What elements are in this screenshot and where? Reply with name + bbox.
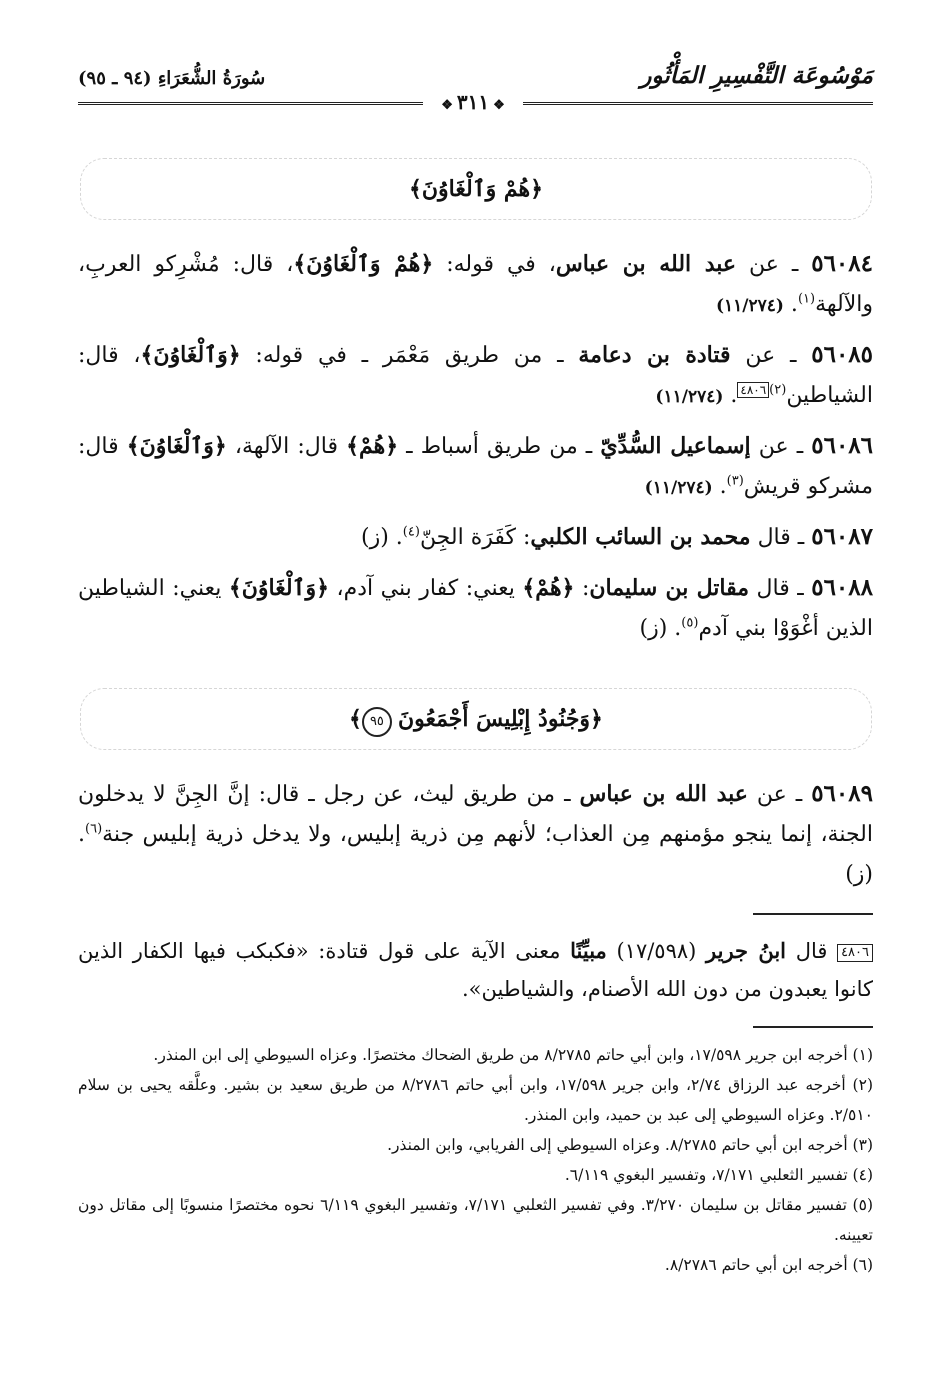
entry-text: ـ قال — [750, 525, 812, 550]
quran-quote: ﴿وَٱلْغَاوُنَ﴾ — [228, 575, 329, 601]
page-number — [423, 90, 523, 114]
commentator-name: ابنُ جرير — [706, 938, 787, 963]
entry-text: ـ من طريق أسباط ـ — [398, 434, 601, 459]
narrator-name: عبد الله بن عباس — [555, 251, 737, 277]
ayah-number-icon: ٩٥ — [362, 707, 392, 737]
surah-title: سُورَةُ الشُّعَرَاءِ (٩٤ ـ ٩٥) — [78, 68, 266, 89]
ayah-text: ﴿وَجُنُودُ إِبْلِيسَ أَجْمَعُونَ — [397, 706, 603, 732]
footnote-2: (٢) أخرجه عبد الرزاق ٢/٧٤، وابن جرير ١٧/٥٩٨، وابن أبي حاتم ٨/٢٧٨٦ من طريق سعيد بن بشير. وعلَّقه يحيى بن سلام ٢/٥١٠. وعزاه السيوطي إلى عبد بن حميد، وابن المنذر. — [78, 1076, 873, 1124]
rule-right — [523, 102, 873, 105]
source-ref: (١١/٢٧٤) — [655, 387, 724, 407]
narrator-name: عبد الله بن عباس — [579, 781, 748, 807]
source-ref: (١١/٢٧٤) — [715, 296, 784, 316]
quran-quote: ﴿هُمْ وَٱلْغَاوُنَ﴾ — [293, 251, 434, 277]
entry-56088 — [78, 568, 873, 649]
commentary-text: معنى الآية على قول قتادة: «فكبكب فيها الكفار الذين كانوا يعبدون من دون الله الأصنام، والشياطين». — [78, 939, 873, 1001]
entry-text: : — [574, 576, 590, 601]
entry-text: . — [712, 474, 727, 499]
entry-number: ٥٦٠٨٩ — [811, 780, 873, 807]
entry-text: ـ عن — [730, 343, 812, 368]
entry-text: ـ عن — [750, 434, 812, 459]
narrator-name: مقاتل بن سليمان — [589, 575, 749, 601]
footnote-marker: (٣) — [726, 473, 744, 489]
ayah-banner-94 — [80, 158, 872, 220]
entry-number: ٥٦٠٨٤ — [811, 250, 873, 277]
entry-text: ، في قوله: — [433, 252, 556, 277]
entry-text: . (ز) — [361, 525, 403, 550]
entry-text: ، قال: مُشْرِكو العربِ، والآلهة — [78, 252, 873, 317]
entry-text: . (ز) — [639, 616, 682, 641]
commentary-text: (١٧/٥٩٨) — [606, 939, 707, 963]
entry-text: . — [783, 292, 798, 317]
footnote-5: (٥) تفسير مقاتل بن سليمان ٣/٢٧٠. وفي تفسير الثعلبي ٧/١٧١، وتفسير البغوي ٦/١١٩ نحوه مختصرًا منسوبًا إلى مقاتل دون تعيينه. — [78, 1196, 873, 1244]
quran-quote: ﴿وَٱلْغَاوُنَ﴾ — [140, 342, 241, 368]
entry-text: ـ عن — [736, 252, 812, 277]
ayah-banner-95 — [80, 688, 872, 750]
page-header — [78, 62, 873, 114]
footnote-6: (٦) أخرجه ابن أبي حاتم ٨/٢٧٨٦. — [664, 1256, 873, 1274]
narrator-name: إسماعيل السُّدِّيّ — [600, 433, 751, 459]
commentary-ref-box[interactable]: ٤٨٠٦ — [737, 382, 769, 398]
book-title: مَوْسُوعَة التَّفْسِيرِ المَأْثُور — [640, 62, 873, 89]
entry-number: ٥٦٠٨٥ — [811, 341, 874, 368]
entry-56087 — [78, 517, 873, 558]
entry-text: قال: مشركو قريش — [78, 434, 873, 499]
commentary-number-box: ٤٨٠٦ — [837, 944, 873, 962]
rule-left — [78, 102, 423, 105]
footnote-4: (٤) تفسير الثعلبي ٧/١٧١، وتفسير البغوي ٦/١١٩. — [564, 1166, 873, 1184]
entry-text: ـ من طريق ليث، عن رجل ـ قال: إنَّ الجِنَّ لا يدخلون الجنة، إنما ينجو مؤمنهم مِن العذاب؛ لأنهم مِن ذرية إبليس، ولا يدخل ذرية إبليس جنة — [78, 782, 873, 847]
commentary-text: قال — [786, 939, 838, 963]
commentary-label: مبيِّنًا — [570, 938, 607, 963]
ayah-close: ﴾ — [349, 706, 362, 732]
entry-text: : كَفَرَة الجِنّ — [419, 525, 531, 550]
entry-text: قال: الآلهة، — [226, 434, 347, 459]
entry-56089 — [78, 774, 873, 895]
footnote-3: (٣) أخرجه ابن أبي حاتم ٨/٢٧٨٥. وعزاه السيوطي إلى الفريابي، وابن المنذر. — [387, 1136, 873, 1154]
entry-56084 — [78, 244, 873, 326]
entry-number: ٥٦٠٨٨ — [811, 574, 873, 601]
footnote-marker: (٢) — [769, 382, 787, 398]
source-ref: (١١/٢٧٤) — [644, 478, 713, 498]
commentary-separator — [753, 913, 873, 915]
entry-text: . — [723, 383, 738, 408]
entry-text: ، قال: الشياطين — [78, 343, 873, 408]
ornament-icon: ❖ — [493, 98, 505, 113]
header-rule — [78, 90, 873, 114]
entry-text: يعني: كفار بني آدم، — [328, 576, 523, 601]
entry-56086 — [78, 426, 873, 508]
footnote-marker: (٤) — [402, 524, 420, 540]
narrator-name: قتادة بن دعامة — [578, 342, 731, 368]
entry-text: ـ عن — [747, 782, 812, 807]
narrator-name: محمد بن السائب الكلبي — [530, 524, 751, 550]
entry-text: ـ من طريق مَعْمَر ـ في قوله: — [240, 343, 579, 368]
quran-quote: ﴿هُمْ﴾ — [522, 575, 575, 601]
entry-56085 — [78, 335, 873, 417]
footnote-marker: (٦) — [85, 821, 103, 837]
footnote-marker: (١) — [797, 291, 816, 307]
footnotes — [78, 1040, 873, 1280]
footnote-marker: (٥) — [681, 615, 699, 631]
entry-number: ٥٦٠٨٧ — [811, 523, 873, 550]
entry-text: ـ قال — [748, 576, 812, 601]
footnote-1: (١) أخرجه ابن جرير ١٧/٥٩٨، وابن أبي حاتم ٨/٢٧٨٥ من طريق الضحاك مختصرًا. وعزاه السيوطي إلى ابن المنذر. — [153, 1046, 873, 1064]
ornament-icon: ❖ — [441, 98, 453, 113]
quran-quote: ﴿هُمْ﴾ — [346, 433, 399, 459]
ayah-text: ﴿هُمْ وَٱلْغَاوُنَ﴾ — [409, 176, 543, 202]
entry-number: ٥٦٠٨٦ — [811, 432, 874, 459]
entry-text: . (ز) — [78, 822, 873, 887]
commentary-note — [78, 932, 873, 1008]
page-number-text: ٣١١ — [456, 90, 490, 114]
quran-quote: ﴿وَٱلْغَاوُنَ﴾ — [126, 433, 227, 459]
entry-text: يعني: الشياطين الذين أغْوَوْا بني آدم — [78, 576, 873, 641]
footnotes-separator — [753, 1026, 873, 1028]
